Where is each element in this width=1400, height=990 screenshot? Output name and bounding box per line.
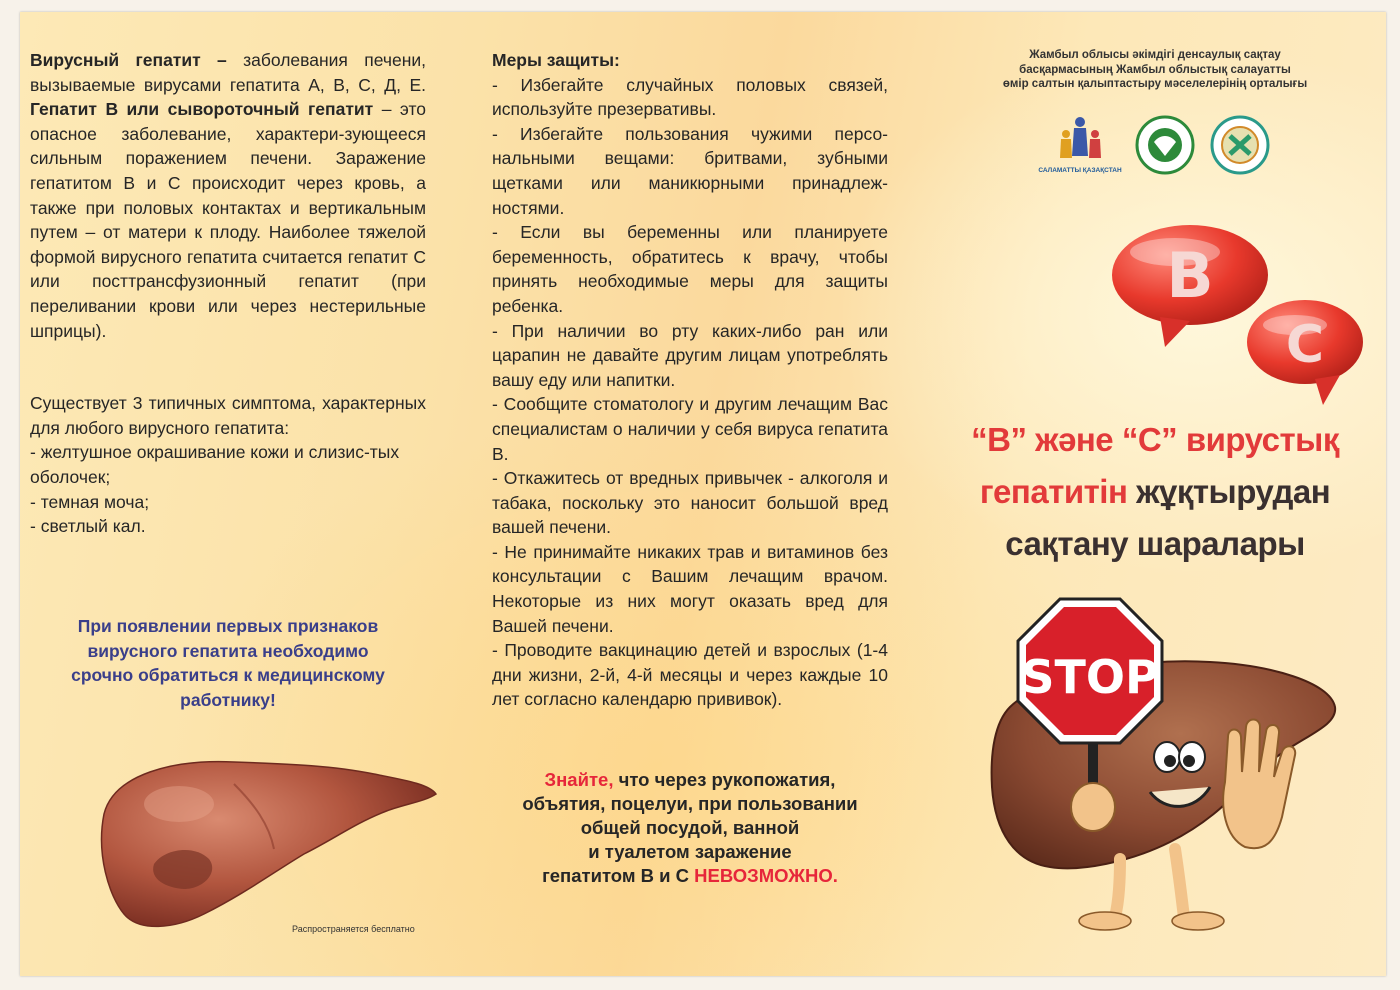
left-column (30, 48, 426, 539)
callout-line: срочно обратиться к медицинскому (71, 665, 385, 686)
know-notice (480, 768, 900, 888)
know-line: и туалетом заражение (588, 841, 792, 862)
hepatitis-b-description: – это опасное заболевание, характери-зующееся сильным поражением печени. Заражение гепатитом В и С происходит через кровь, а также при половых контактах и вертикальным путем – от матери к плоду. Наиболее тяжелой формой вирусного гепатита считается гепатит С или посттрансфузионный гепатит (при переливании крови или через нестерильные шприцы). (30, 99, 426, 341)
organization-name (970, 48, 1340, 92)
impossible-word: НЕВОЗМОЖНО. (694, 865, 838, 886)
org-line: өмір салтын қалыптастыру мәселелерінің орталығы (1002, 78, 1308, 90)
org-line: басқармасының Жамбыл облыстық салауатты (1019, 63, 1291, 76)
free-distribution-note: Распространяется бесплатно (292, 924, 415, 934)
know-line: общей посудой, ванной (580, 817, 800, 838)
logo-caption: САЛАМАТТЫ ҚАЗАҚСТАН (1038, 167, 1122, 174)
brochure-title (960, 414, 1350, 570)
definition-text: заболевания печени, вызываемые вирусами гепатита А, В, С, Д, Е. (30, 50, 427, 95)
partner-logos (1038, 112, 1270, 182)
title-line: сақтану шаралары (1005, 525, 1305, 562)
term-hepatitis-b: Гепатит В или сывороточный гепатит (30, 99, 374, 120)
protection-item: - При наличии во рту каких-либо ран или царапин не давайте другим лицам употреблять вашу еду или напитки. (492, 320, 888, 390)
term-viral-hepatitis: Вирусный гепатит – (30, 50, 227, 70)
bubble-c-icon (1247, 300, 1363, 405)
know-line: гепатитом В и С (542, 865, 695, 886)
protection-item: - Если вы беременны или планируете беременность, обратитесь к врачу, чтобы принять необходимые меры для защиты ребенка. (492, 222, 888, 316)
protection-item: - Проводите вакцинацию детей и взрослых (1-4 дни жизни, 2-й, 4-й месяцы и через каждые 10 лет согласно календарю прививок). (492, 640, 888, 710)
seek-help-callout (30, 614, 426, 712)
stop-text: STOP (1021, 650, 1159, 704)
bubble-b-letter: B (1166, 239, 1214, 312)
protection-item: - Избегайте пользования чужими персо-нальными вещами: бритвами, зубными щетками или маникюрными принадлеж-ностями. (492, 123, 888, 218)
protection-item: - Откажитесь от вредных привычек - алкоголя и табака, поскольку это наносит большой вред вашей печени. (492, 468, 888, 538)
brochure-sheet (20, 12, 1386, 976)
protection-item: - Не принимайте никаких трав и витаминов без консультации с Вашим лечащим врачом. Некоторые из них могут оказать вред для Вашей печени. (492, 541, 888, 636)
callout-line: При появлении первых признаков (77, 616, 379, 636)
symptom-item: - темная моча; (30, 491, 150, 512)
know-line: что через рукопожатия, (613, 769, 836, 790)
protection-heading: Меры защиты: (492, 50, 620, 70)
family-logo-icon (1038, 117, 1122, 174)
title-line: гепатитін (979, 473, 1137, 510)
symptoms-intro: Существует 3 типичных симптома, характерных для любого вирусного гепатита: (30, 393, 426, 438)
liver-mascot-stop-sign (970, 587, 1340, 932)
callout-line: вирусного гепатита необходимо (87, 640, 369, 661)
emblem-logo-icon (1137, 117, 1193, 173)
symptom-item: - желтушное окрашивание кожи и слизис-тых оболочек; (30, 442, 400, 487)
liver-illustration (84, 754, 454, 934)
bc-speech-bubbles (1105, 217, 1365, 417)
know-line: объятия, поцелуи, при пользовании (522, 793, 858, 814)
stop-sign-icon (1018, 599, 1162, 743)
bubble-b-icon (1112, 225, 1268, 347)
know-keyword: Знайте, (544, 769, 614, 790)
symptom-item: - светлый кал. (30, 516, 146, 537)
bubble-c-letter: C (1285, 315, 1325, 375)
title-line: “B” және “C” вирустық (971, 421, 1339, 458)
org-line: Жамбыл облысы әкімдігі денсаулық сақтау (1029, 49, 1281, 61)
protection-item: - Избегайте случайных половых связей, используйте презервативы. (492, 74, 888, 120)
middle-column (492, 48, 888, 712)
center-logo-icon (1212, 117, 1268, 173)
hepatitis-definition (30, 48, 426, 343)
protection-item: - Сообщите стоматологу и другим лечащим Вас специалистам о наличии у себя вируса гепатита В. (492, 394, 888, 464)
title-line: жұқтырудан (1136, 473, 1331, 510)
callout-line: работнику! (180, 689, 276, 710)
symptoms-list (30, 440, 426, 538)
